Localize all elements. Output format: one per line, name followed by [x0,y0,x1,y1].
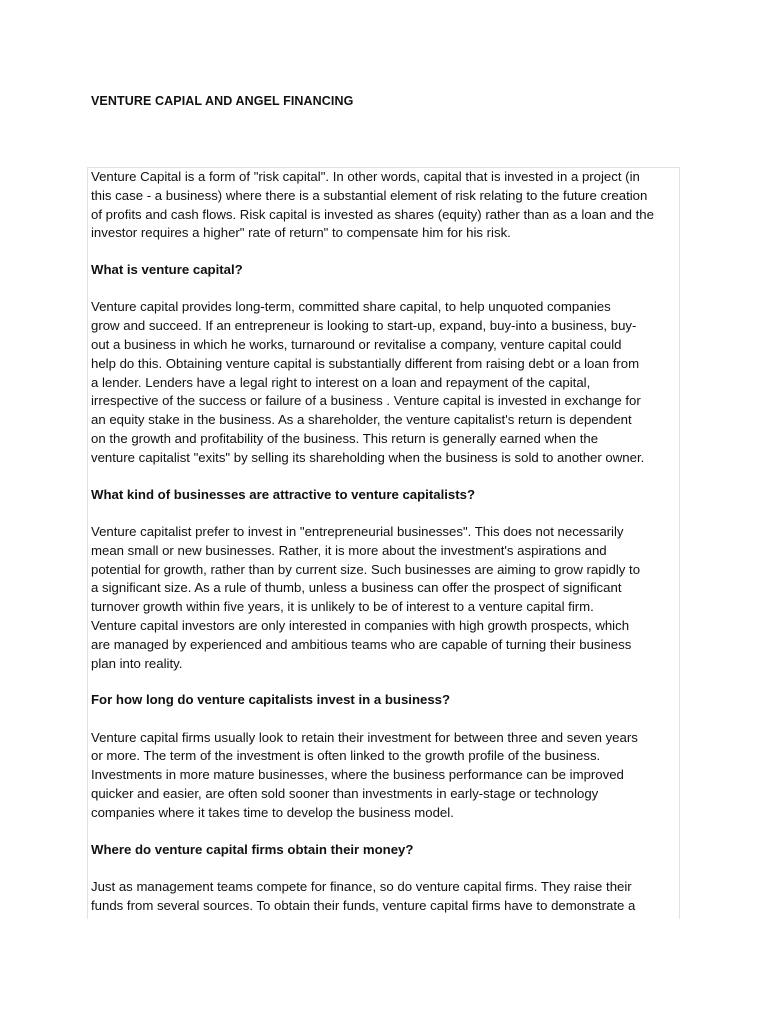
section-heading-funding-sources: Where do venture capital firms obtain their money? [91,841,414,857]
document-body [88,168,678,916]
paragraph-what-is-venture-capital: Venture capital provides long-term, committed share capital, to help unquoted companies grow and succeed. If an entrepreneur is looking to start-up, expand, buy-into a business, buy- out a business in which he works, turnaround or revitalise a company, venture capital could help do this. Obtaining venture capital is substantially different from raising debt or a loan from a lender. Lenders have a legal right to interest on a loan and repayment of the capital, irrespective of the success or failure of a business . Venture capital is invested in exchange for an equity stake in the business. As a shareholder, the venture capitalist's return is dependent on the growth and profitability of the business. This return is generally earned when the venture capitalist "exits" by selling its shareholding when the business is sold to another owner. [91,299,645,465]
document-text-frame [87,167,680,919]
section-heading-what-is-venture-capital: What is venture capital? [91,262,243,278]
paragraph-investment-duration: Venture capital firms usually look to retain their investment for between three and seven years or more. The term of the investment is often linked to the growth profile of the business. Investments in more mature businesses, where the business performance can be improved quicker and easier, are often sold sooner than investments in early-stage or technology companies where it takes time to develop the business model. [91,729,638,820]
intro-paragraph: Venture Capital is a form of "risk capital". In other words, capital that is invested in a project (in this case - a business) where there is a substantial element of risk relating to the future creation of profits and cash flows. Risk capital is invested as shares (equity) rather than as a loan and the investor requires a higher" rate of return" to compensate him for his risk. [91,169,654,241]
section-heading-attractive-businesses: What kind of businesses are attractive to venture capitalists? [91,486,476,502]
paragraph-attractive-businesses: Venture capitalist prefer to invest in "entrepreneurial businesses". This does not necessarily mean small or new businesses. Rather, it is more about the investment's aspirations and potential for growth, rather than by current size. Such businesses are aiming to grow rapidly to a significant size. As a rule of thumb, unless a business can offer the prospect of significant turnover growth within five years, it is unlikely to be of interest to a venture capital firm. Venture capital investors are only interested in companies with high growth prospects, which are managed by experienced and ambitious teams who are capable of turning their business plan into reality. [91,523,641,671]
document-title: VENTURE CAPIAL AND ANGEL FINANCING [91,94,354,108]
section-heading-investment-duration: For how long do venture capitalists invest in a business? [91,692,451,708]
paragraph-funding-sources: Just as management teams compete for finance, so do venture capital firms. They raise their funds from several sources. To obtain their funds, venture capital firms have to demonstrate a [91,878,636,913]
